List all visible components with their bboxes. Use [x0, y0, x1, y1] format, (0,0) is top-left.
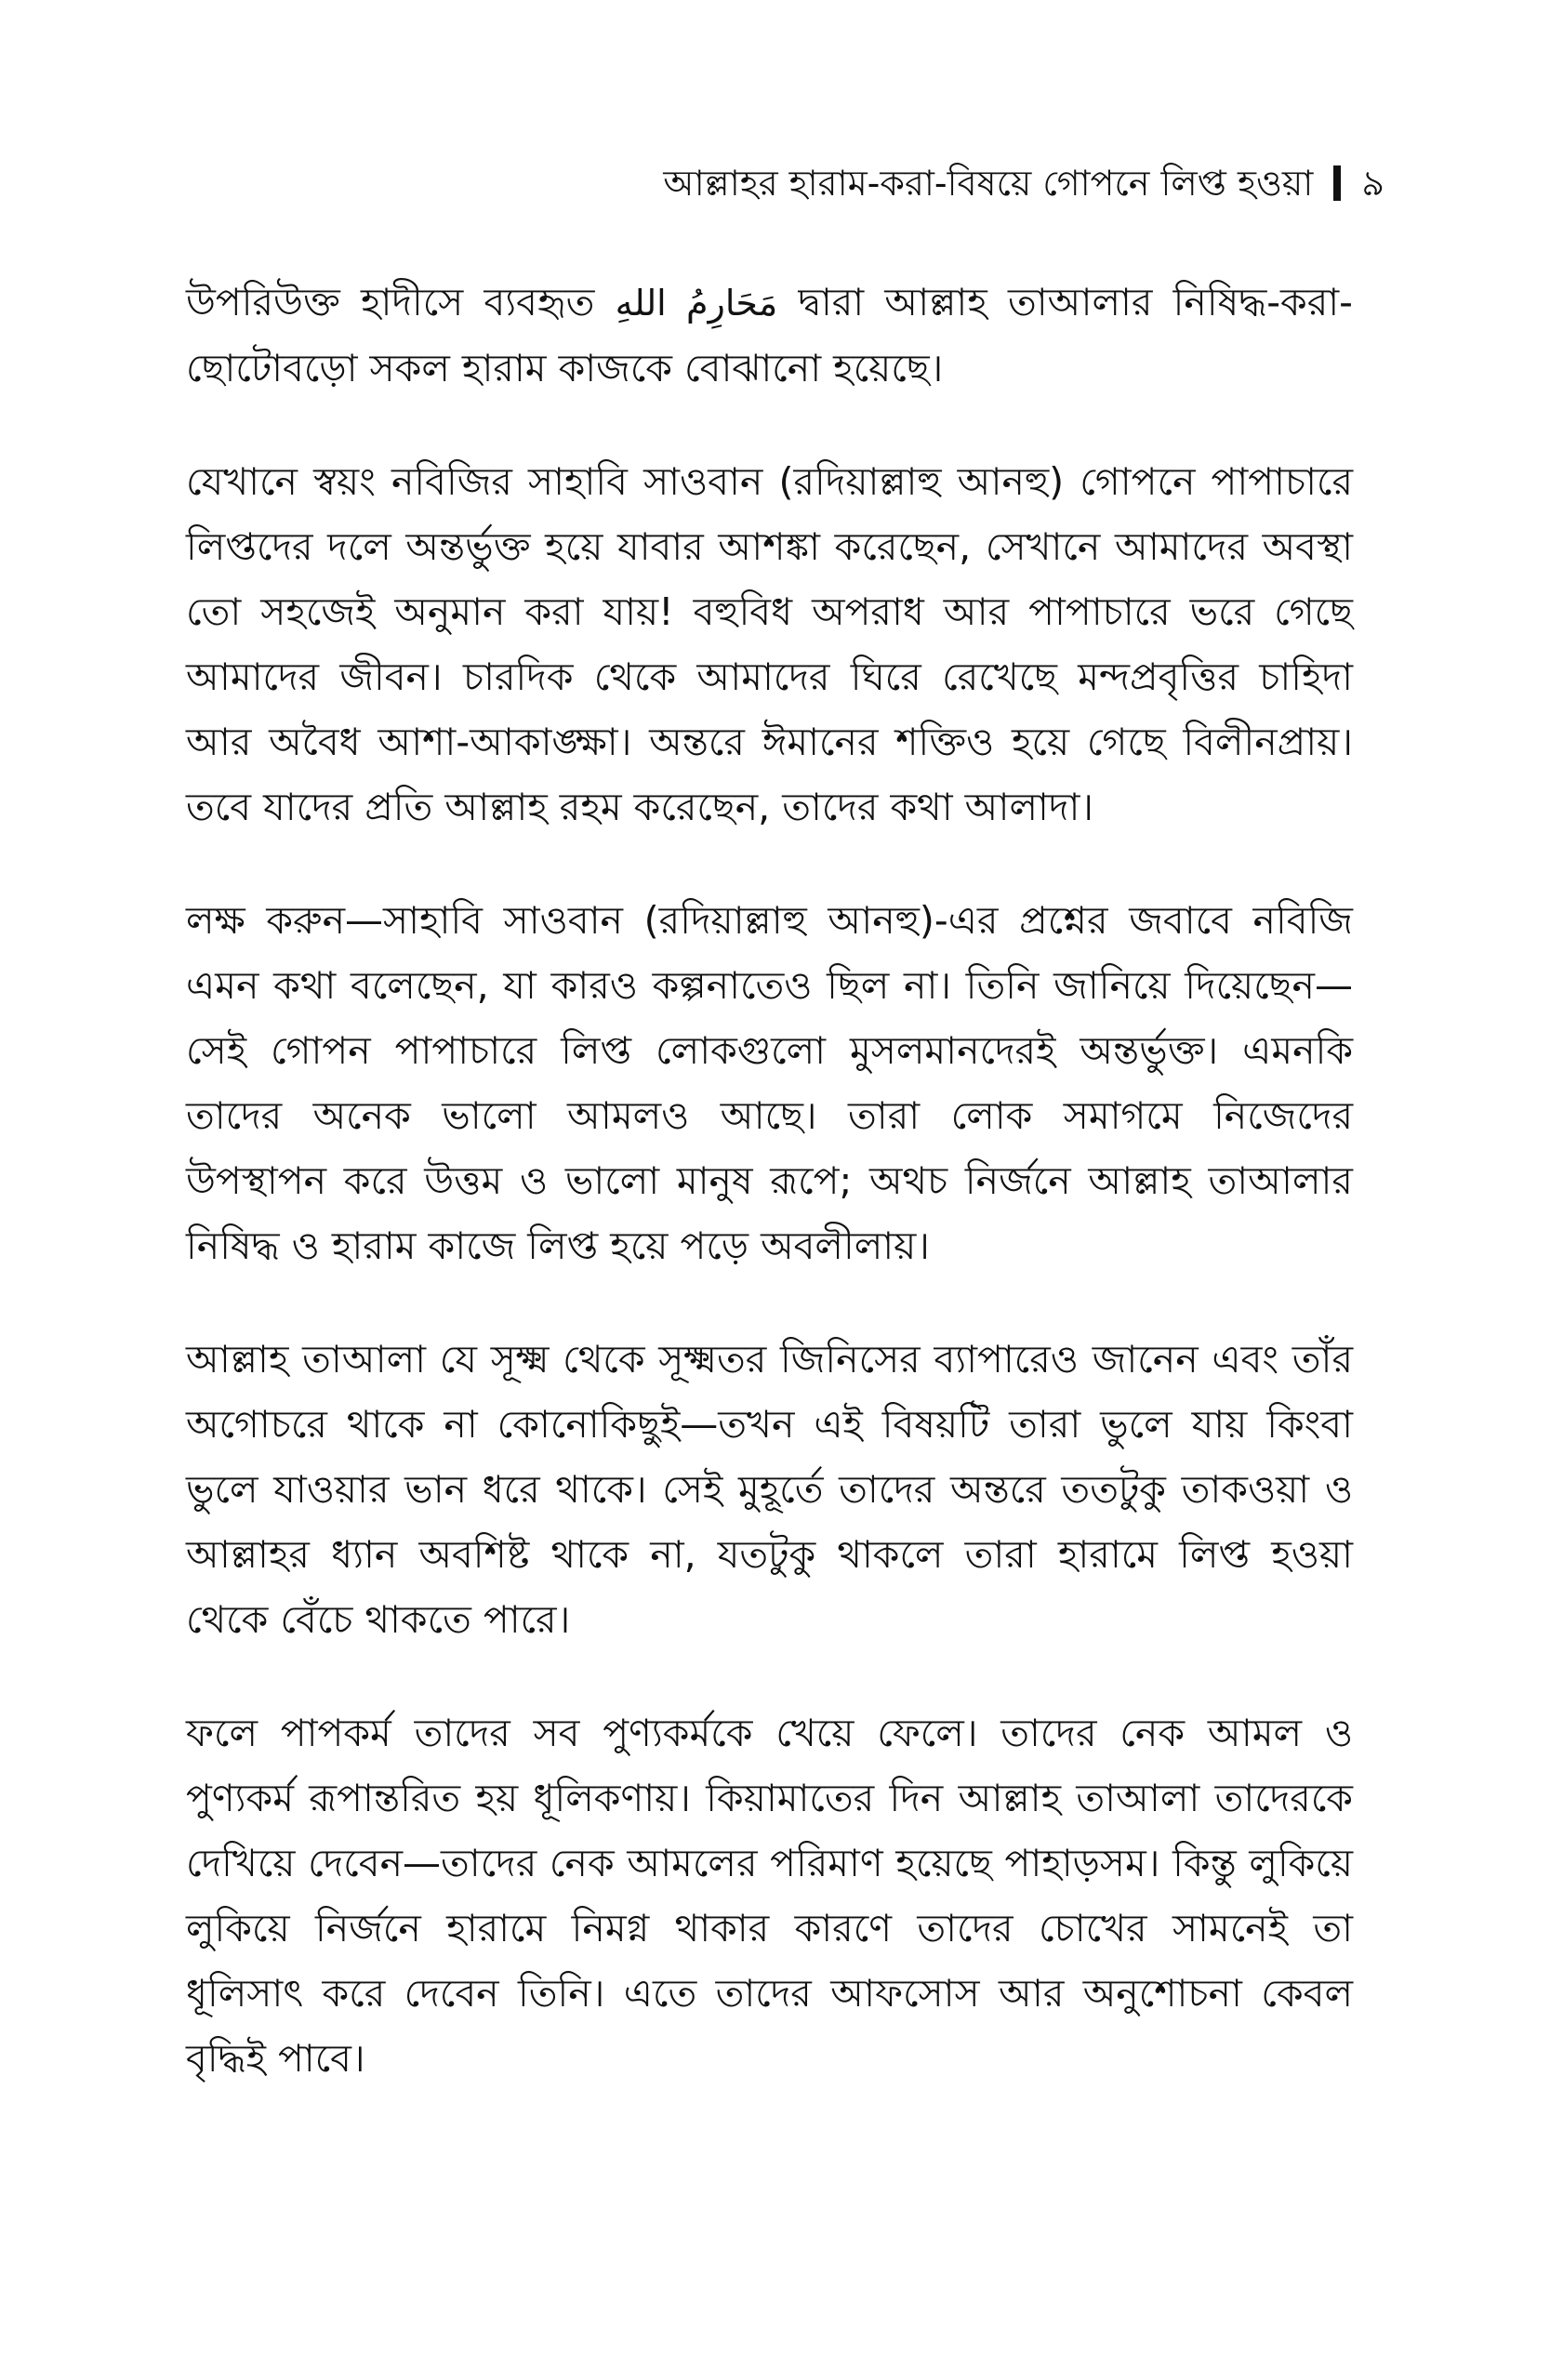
- paragraph-2: যেখানে স্বয়ং নবিজির সাহাবি সাওবান (রদিয়াল্লাহু আনহু) গোপনে পাপাচারে লিপ্তদের দলে অন্তর্ভুক্ত হয়ে যাবার আশঙ্কা করেছেন, সেখানে আমাদের অবস্থা তো সহজেই অনুমান করা যায়! বহুবিধ অপরাধ আর পাপাচারে ভরে গেছে আমাদের জীবন। চারদিক থেকে আমাদের ঘিরে রেখেছে মন্দপ্রবৃত্তির চাহিদা আর অবৈধ আশা-আকাঙ্ক্ষা। অন্তরে ঈমানের শক্তিও হয়ে গেছে বিলীনপ্রায়। তবে যাদের প্রতি আল্লাহ রহম করেছেন, তাদের কথা আলাদা।: [186, 459, 1353, 829]
- header-divider: [1333, 165, 1341, 201]
- paragraph-1: [186, 270, 1353, 401]
- paragraph-1-after: দ্বারা আল্লাহ তাআলার নিষিদ্ধ-করা-ছোটোবড়ো সকল হারাম কাজকে বোঝানো হয়েছে।: [186, 280, 1353, 390]
- running-header: [663, 163, 1384, 204]
- page-number: ৯: [1361, 163, 1384, 204]
- arabic-term: مَحَارِمُ اللهِ: [615, 283, 778, 324]
- running-title: আল্লাহর হারাম-করা-বিষয়ে গোপনে লিপ্ত হওয়া: [663, 163, 1314, 204]
- paragraph-1-before: উপরিউক্ত হাদীসে ব্যবহৃত: [186, 280, 616, 324]
- paragraph-4: আল্লাহ তাআলা যে সূক্ষ্ম থেকে সূক্ষ্মতর জিনিসের ব্যাপারেও জানেন এবং তাঁর অগোচরে থাকে না কোনোকিছুই—তখন এই বিষয়টি তারা ভুলে যায় কিংবা ভুলে যাওয়ার ভান ধরে থাকে। সেই মুহূর্তে তাদের অন্তরে ততটুকু তাকওয়া ও আল্লাহর ধ্যান অবশিষ্ট থাকে না, যতটুকু থাকলে তারা হারামে লিপ্ত হওয়া থেকে বেঁচে থাকতে পারে।: [186, 1337, 1353, 1642]
- paragraph-5: ফলে পাপকর্ম তাদের সব পুণ্যকর্মকে খেয়ে ফেলে। তাদের নেক আমল ও পুণ্যকর্ম রূপান্তরিত হয় ধূলিকণায়। কিয়ামাতের দিন আল্লাহ তাআলা তাদেরকে দেখিয়ে দেবেন—তাদের নেক আমলের পরিমাণ হয়েছে পাহাড়সম। কিন্তু লুকিয়ে লুকিয়ে নির্জনে হারামে নিমগ্ন থাকার কারণে তাদের চোখের সামনেই তা ধূলিসাৎ করে দেবেন তিনি। এতে তাদের আফসোস আর অনুশোচনা কেবল বৃদ্ধিই পাবে।: [186, 1711, 1353, 2081]
- paragraph-3: লক্ষ করুন—সাহাবি সাওবান (রদিয়াল্লাহু আনহু)-এর প্রশ্নের জবাবে নবিজি এমন কথা বলেছেন, যা কারও কল্পনাতেও ছিল না। তিনি জানিয়ে দিয়েছেন—সেই গোপন পাপাচারে লিপ্ত লোকগুলো মুসলমানদেরই অন্তর্ভুক্ত। এমনকি তাদের অনেক ভালো আমলও আছে। তারা লোক সমাগমে নিজেদের উপস্থাপন করে উত্তম ও ভালো মানুষ রূপে; অথচ নির্জনে আল্লাহ তাআলার নিষিদ্ধ ও হারাম কাজে লিপ্ত হয়ে পড়ে অবলীলায়।: [186, 898, 1353, 1268]
- body-text: [186, 270, 1353, 2139]
